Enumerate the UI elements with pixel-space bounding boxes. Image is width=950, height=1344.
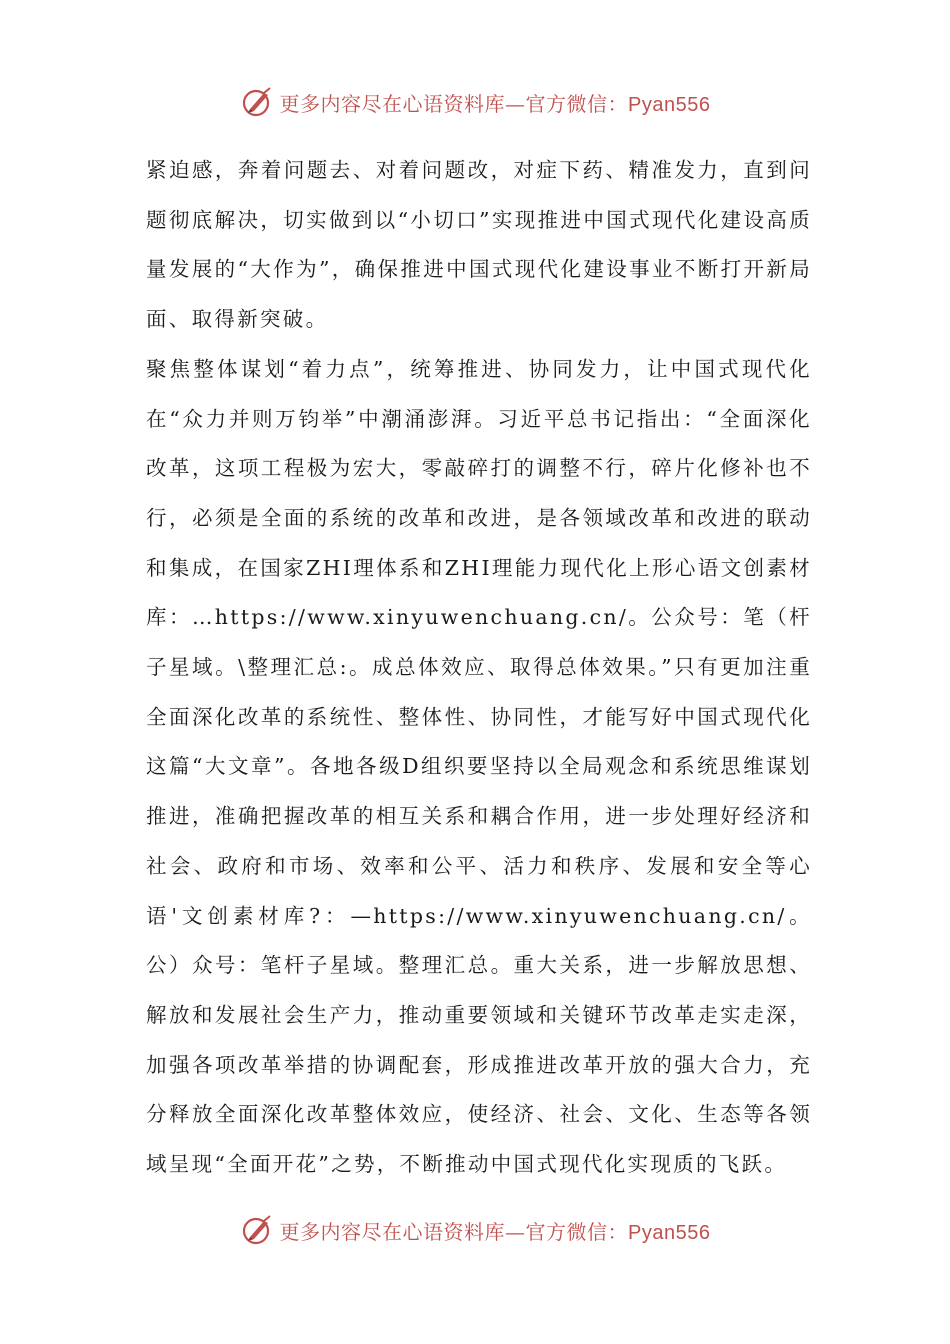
header-banner [0, 82, 950, 122]
banner-label: 更多内容尽在心语资料库—官方微信： [279, 1219, 629, 1244]
document-body [146, 146, 812, 1190]
banner-text [280, 88, 711, 117]
wechat-id: Pyan556 [628, 1221, 711, 1244]
pen-nib-logo-icon [240, 85, 274, 119]
banner-text [280, 1216, 711, 1245]
paragraph-1: 紧迫感，奔着问题去、对着问题改，对症下药、精准发力，直到问题彻底解决，切实做到以“小切口”实现推进中国式现代化建设高质量发展的“大作为”，确保推进中国式现代化建设事业不断打开新局面、取得新突破。 [146, 158, 812, 332]
footer-banner [0, 1210, 950, 1250]
pen-nib-logo-icon [240, 1213, 274, 1247]
wechat-id: Pyan556 [628, 93, 711, 116]
paragraph-2: 聚焦整体谋划“着力点”，统筹推进、协同发力，让中国式现代化在“众力并则万钧举”中潮涌澎湃。习近平总书记指出：“全面深化改革，这项工程极为宏大，零敲碎打的调整不行，碎片化修补也不行，必须是全面的系统的改革和改进，是各领域改革和改进的联动和集成，在国家ZHI理体系和ZHI理能力现代化上形心语文创素材库：…https://www.xinyuwenchuang.cn/。公众号：笔（杆子星域。\整理汇总:。成总体效应、取得总体效果。”只有更加注重全面深化改革的系统性、整体性、协同性，才能写好中国式现代化这篇“大文章”。各地各级D组织要坚持以全局观念和系统思维谋划推进，准确把握改革的相互关系和耦合作用，进一步处理好经济和社会、政府和市场、效率和公平、活力和秩序、发展和安全等心语'文创素材库?：—https://www.xinyuwenchuang.cn/。公）众号：笔杆子星域。整理汇总。重大关系，进一步解放思想、解放和发展社会生产力，推动重要领域和关键环节改革走实走深，加强各项改革举措的协调配套，形成推进改革开放的强大合力，充分释放全面深化改革整体效应，使经济、社会、文化、生态等各领域呈现“全面开花”之势，不断推动中国式现代化实现质的飞跃。 [146, 356, 812, 1177]
banner-label: 更多内容尽在心语资料库—官方微信： [279, 91, 629, 116]
